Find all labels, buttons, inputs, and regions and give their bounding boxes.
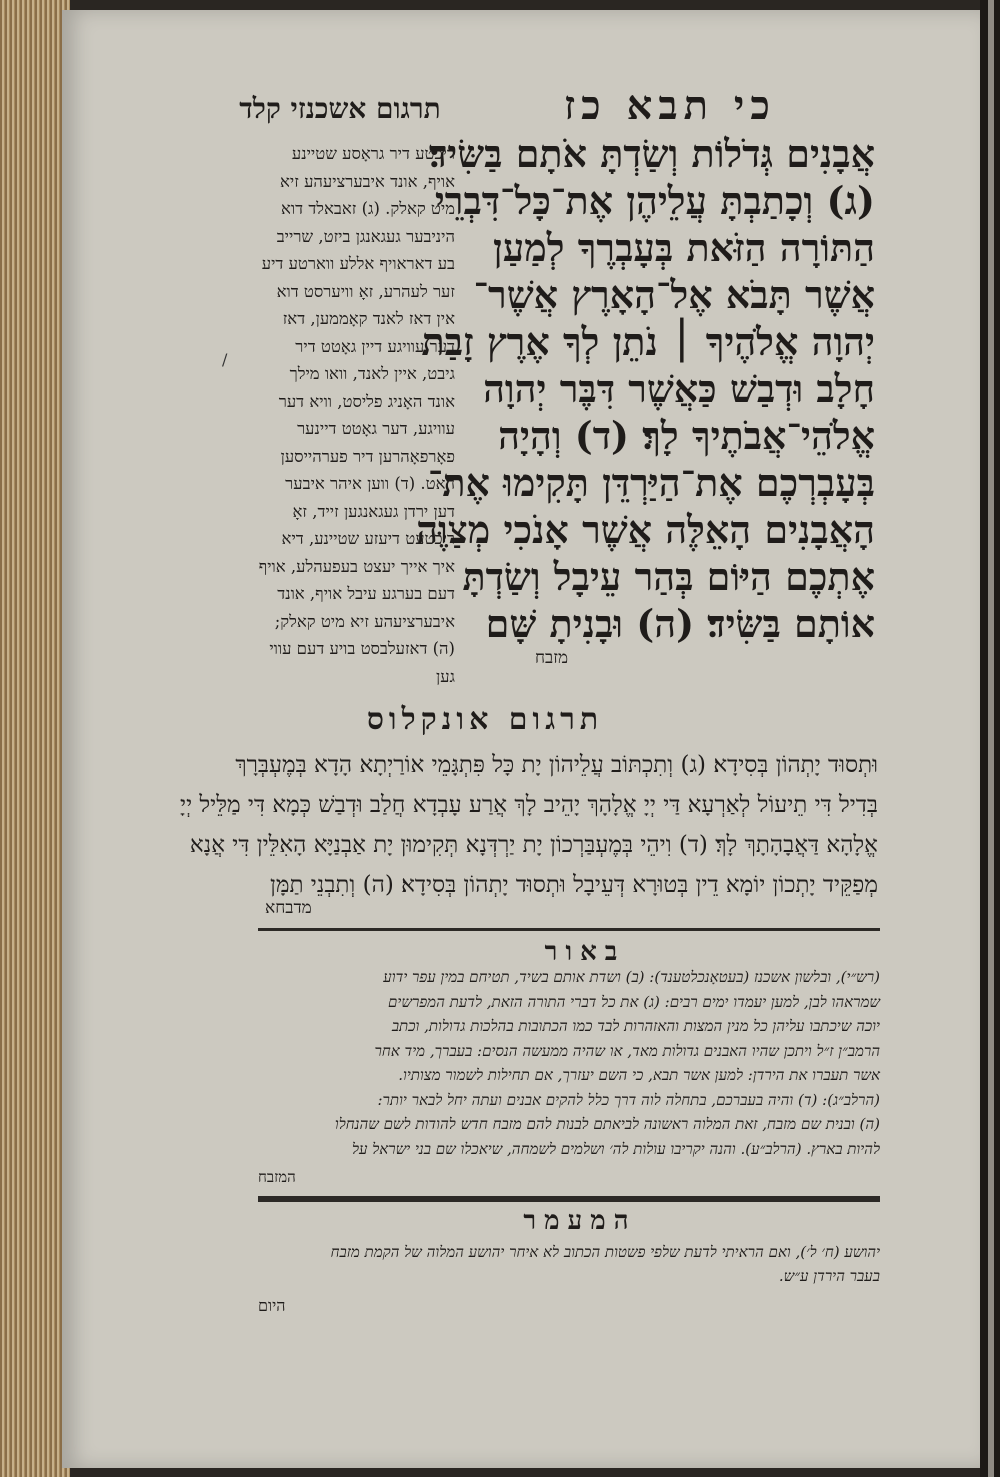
margin-mark: /: [222, 350, 228, 369]
main-hebrew-text: [416, 130, 875, 647]
section-divider-thick: [258, 1196, 880, 1202]
yiddish-line: ריכטעט דיעזע שטיינע, דיא: [281, 529, 455, 548]
yiddish-line: אין דאז לאנד קאָממען, דאז: [282, 309, 455, 328]
yiddish-line: דער עוויגע דיין גאָטט דיר: [295, 336, 455, 356]
running-header-right: כי תבא כז: [564, 82, 776, 129]
yiddish-line: מיט קאלק. (ג) זאבאלד דוא: [281, 199, 455, 218]
main-text-line: הָאֲבָנִים הָאֵלֶּה אֲשֶׁר אָנֹכִי מְצַוֶּה: [416, 507, 875, 552]
meamar-line: יהושע (ח׳ ל׳), ואם הראיתי לדעת שלפי פשטות הכתוב לא איחר יהושע המלוה של הקמת מזבח: [330, 1243, 880, 1261]
onkelos-line: וּתְסוּד יָתְהוֹן בְּסִידָא׃ (ג) וְתִכְתּוֹב עֲלֵיהוֹן יָת כָּל פִּתְגָּמֵי אוֹרַיְתָא הָדָא בְּמֶעְבְּרָךְ: [235, 752, 878, 778]
meamar-catchword: היום: [258, 1296, 286, 1315]
yiddish-line: היניבער געגאנגן ביזט, שרייב: [276, 226, 455, 246]
biur-line: יוכה שיכתבו עליהן כל מנין המצות והאזהרות לבד כמו הכתובות בהלכות גדולות, וכתב: [391, 1017, 880, 1035]
biur-line: להיות בארץ. (הרלב״ע). והנה יקריבו עולות לה׳ ושלמים לשמחה, שיאכלו שם בני ישראל על: [351, 1139, 880, 1158]
yiddish-line: איבערציעהע זיא מיט קאלק;: [274, 611, 455, 631]
yiddish-line: (ה) דאזעלבסט בויע דעם עווי: [269, 639, 455, 658]
yiddish-line: בע דאראויף אללע ווארטע דיע: [261, 254, 455, 273]
yiddish-line: ריכטע דיר גראָסע שטיינע: [291, 144, 455, 163]
main-text-line: בְּעָבְרְכֶם אֶת־הַיַּרְדֵּן תָּקִימוּ אֶת־: [427, 460, 875, 505]
yiddish-translation: [195, 140, 455, 690]
onkelos-text: [180, 745, 878, 905]
onkelos-heading: תרגום אונקלוס: [366, 702, 604, 737]
main-text-line: אֶתְכֶם הַיּוֹם בְּהַר עֵיבָל וְשַׂדְתָּ: [462, 554, 875, 599]
yiddish-line: אויף, אונד איבערציעהע זיא: [280, 171, 455, 191]
onkelos-line: בְּדִיל דִּי תֵיעוֹל לְאַרְעָא דַּי יְיָ אֱלָהָךְ יָהֵיב לָךְ אֲרַע עָבְדָא חֲלַב וּדְבַשׁ כְּמָא דִּי מַלֵּיל יְיָ: [180, 792, 878, 818]
main-catchword: מזבח: [535, 648, 569, 668]
biur-line: (הרלב״ג): (ד) והיה בעברכם, בתחלה לוה דרך כלל להקים אבנים ועתה יחל לבאר יותר:: [377, 1090, 880, 1109]
biur-commentary: [258, 965, 880, 1161]
biur-heading: באור: [544, 937, 626, 967]
biur-line: (ה) ובנית שם מזבח, זאת המלוה ראשונה לביאתם לבנות להם מזבח חדש להודות לשם שהנחלו: [334, 1115, 880, 1133]
main-text-line: (ג) וְכָתַבְתָּ עֲלֵיהֶן אֶת־כָּל־דִּבְרֵי: [434, 178, 875, 223]
onkelos-line: מְפַקֵּיד יָתְכוֹן יוֹמָא דֵין בְּטוּרָא דְּעֵיבָל וּתְסוּד יָתְהוֹן בְּסִידָא׃ (ה) וְתִבְנֵי תַמָּן: [269, 872, 878, 898]
biur-catchword: המזבח: [258, 1168, 296, 1186]
book-page-edges: [0, 0, 70, 1477]
yiddish-line: פאָרפאָהרען דיר פערהייסען: [280, 446, 455, 466]
yiddish-line: דען ירדן געגאנגען זייד, זאָ: [292, 501, 455, 521]
main-text-line: אֲבָנִים גְּדֹלוֹת וְשַׂדְתָּ אֹתָם בַּשִּׂיד׃: [429, 131, 875, 176]
yiddish-line: דעם בערגע עיבל אויף, אונד: [277, 584, 455, 603]
meamar-line: בעבר הירדן ע״ש.: [778, 1267, 880, 1285]
right-page-edge: [980, 0, 1000, 1477]
main-text-line: אוֹתָם בַּשִּׂיד׃ (ה) וּבָנִיתָ שָּׁם: [485, 601, 875, 646]
running-header-left: תרגום אשכנזי קלד: [239, 92, 441, 125]
main-text-line: הַתּוֹרָה הַזֹּאת בְּעָבְרֶךָ לְמַעַן: [493, 225, 875, 270]
main-text-line: חָלָב וּדְבַשׁ כַּאֲשֶׁר דִּבֶּר יְהוָה: [483, 366, 875, 411]
biur-line: הרמב״ן ז״ל ויתכן שהיו האבנים גדולות מאד, או שהיה ממעשה הנסים: בעברך, מיד אחר: [374, 1041, 880, 1060]
section-divider: [258, 928, 880, 931]
yiddish-line: זער לעהרע, זאָ וויערסט דוא: [276, 281, 455, 301]
main-text-line: אֱלֹהֵי־אֲבֹתֶיךָ לָךְ׃ (ד) וְהָיָה: [498, 413, 875, 458]
meamar-heading: המעמר: [523, 1206, 637, 1236]
yiddish-line: אונד האָניג פליסט, וויא דער: [278, 391, 455, 411]
biur-line: (רש״י), ובלשון אשכנז (בעטאָנכלטענד): (ב) ושדת אותם בשיד, תטיחם במין עפר ידוע: [383, 968, 880, 986]
meamar-text: [330, 1240, 880, 1288]
yiddish-line: גען: [436, 666, 455, 686]
biur-line: שמראהו לבן, למען יעמדו ימים רבים: (ג) את כל דברי התורה הזאת, לדעת המפרשים: [388, 992, 880, 1011]
yiddish-line: האט. (ד) ווען איהר איבער: [285, 474, 455, 493]
yiddish-line: גיבט, איין לאנד, וואו מילך: [289, 364, 455, 383]
main-text-line: אֲשֶׁר תָּבֹא אֶל־הָאָרֶץ אֲשֶׁר־: [473, 272, 875, 317]
main-text-line: יְהוָה אֱלֹהֶיךָ ׀ נֹתֵן לְךָ אֶרֶץ זָבַת: [421, 319, 875, 364]
yiddish-line: איך אייך יעצט בעפעהלע, אויף: [258, 556, 455, 576]
onkelos-line: אֱלָהָא דַּאֲבָהָתָךְ לָךְ׃ (ד) וִיהֵי בְּמֶעְבַּרְכוֹן יָת יַרְדְּנָא תְּקִימוּן יָת אַבְנַיָּא הָאִלֵּין דִּי אֲנָא: [189, 832, 878, 858]
onkelos-catchword: מדבחא: [265, 898, 312, 918]
biur-line: אשר תעברו את הירדן: למען אשר תבא, כי השם יעזרך, אם תחילות לשמור מצותיו.: [398, 1066, 880, 1084]
yiddish-line: עוויגע, דער גאָטט דיינער: [297, 419, 455, 438]
